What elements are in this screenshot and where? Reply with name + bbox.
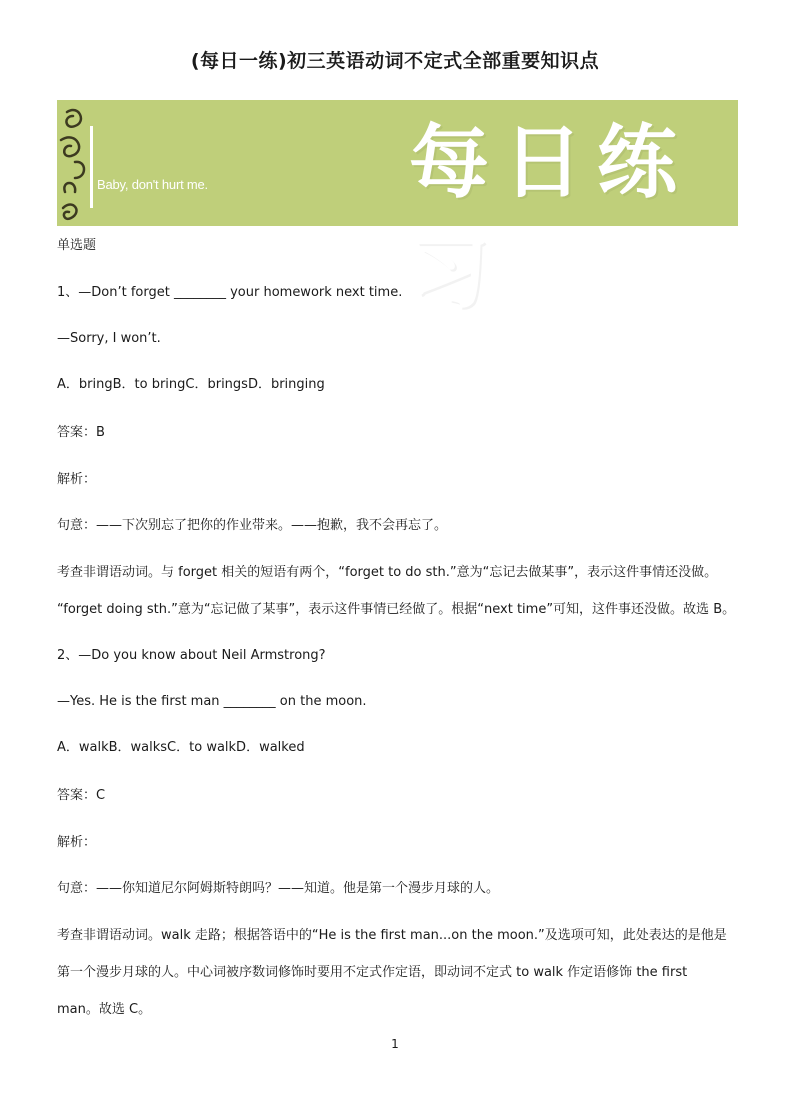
question-2-explanation-line-3: man。故选 C。 xyxy=(57,1002,152,1017)
section-label: 单选题 xyxy=(57,238,97,253)
question-1-options: A．bringB．to bringC．bringsD．bringing xyxy=(57,377,325,392)
page-title: (每日一练)初三英语动词不定式全部重要知识点 xyxy=(190,50,600,72)
question-1-explanation-line-1: 考查非谓语动词。与 forget 相关的短语有两个，“forget to do sth.”意为“忘记去做某事”，表示这件事情还没做。 xyxy=(57,565,718,580)
question-1-answer: 答案：B xyxy=(57,425,105,440)
swirl-decoration-icon xyxy=(57,100,117,226)
banner-heading: 每日练习 xyxy=(409,116,691,319)
question-1-reply: —Sorry, I won’t. xyxy=(57,331,161,346)
question-1-translation: 句意：——下次别忘了把你的作业带来。——抱歉，我不会再忘了。 xyxy=(57,518,448,533)
question-2-options: A．walkB．walksC．to walkD．walked xyxy=(57,740,305,755)
question-2-reply: —Yes. He is the first man ________ on the moon. xyxy=(57,694,367,709)
banner-divider xyxy=(90,126,93,208)
question-2-stem: 2、—Do you know about Neil Armstrong? xyxy=(57,648,326,663)
question-1-stem: 1、—Don’t forget ________ your homework next time. xyxy=(57,285,403,300)
question-2-explanation-line-2: 第一个漫步月球的人。中心词被序数词修饰时要用不定式作定语，即动词不定式 to walk 作定语修饰 the first xyxy=(57,965,688,980)
question-1-analysis-label: 解析： xyxy=(57,472,97,487)
page-number: 1 xyxy=(391,1037,399,1051)
question-2-explanation-line-1: 考查非谓语动词。walk 走路；根据答语中的“He is the first man...on the moon.”及选项可知，此处表达的是他是 xyxy=(57,928,727,943)
question-2-answer: 答案：C xyxy=(57,788,106,803)
question-1-explanation-line-2: “forget doing sth.”意为“忘记做了某事”，表示这件事情已经做了。根据“next time”可知，这件事还没做。故选 B。 xyxy=(57,602,736,617)
question-2-analysis-label: 解析： xyxy=(57,835,97,850)
question-2-translation: 句意：——你知道尼尔阿姆斯特朗吗？——知道。他是第一个漫步月球的人。 xyxy=(57,881,500,896)
banner-tagline: Baby, don't hurt me. xyxy=(97,177,208,192)
